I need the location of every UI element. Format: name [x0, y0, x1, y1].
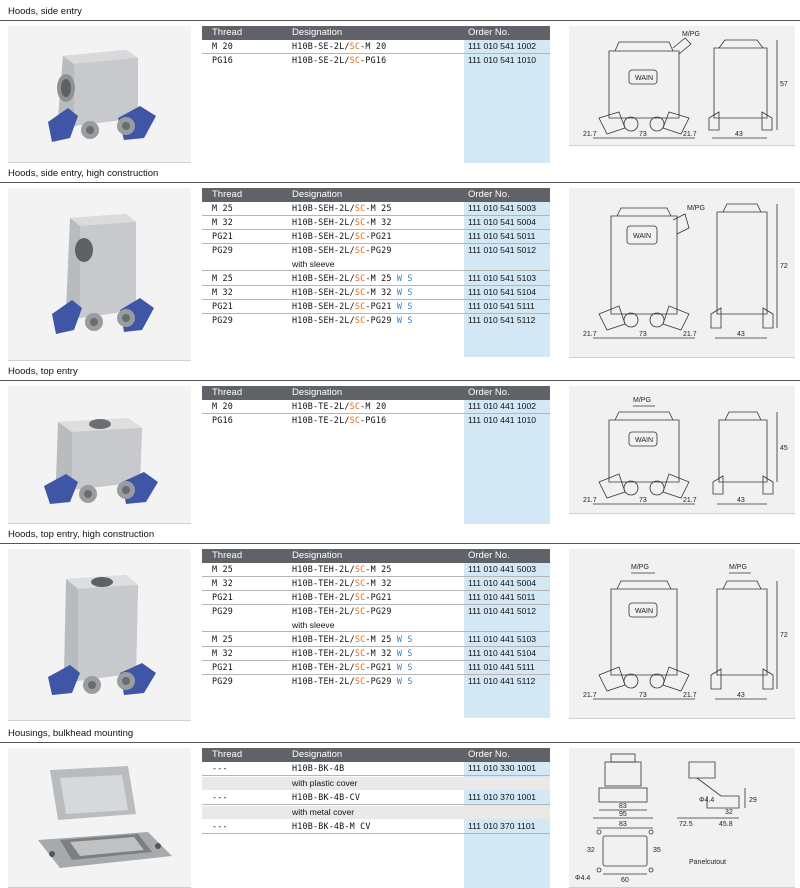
order-cell: 111 010 541 5103: [468, 273, 537, 283]
table-row: [202, 762, 550, 776]
dim-entry: M/PG: [682, 31, 700, 38]
thread-cell: ---: [212, 792, 228, 802]
dim-cut-phi: Φ4.4: [575, 875, 591, 882]
technical-drawing-side-entry-high: [569, 188, 795, 358]
technical-drawing-bulkhead: [569, 748, 795, 888]
thread-cell: M 32: [212, 578, 233, 588]
dim-width: 73: [639, 331, 647, 338]
dim-83: 83: [619, 803, 627, 810]
header-thread: Thread: [212, 27, 243, 38]
thread-cell: ---: [212, 821, 228, 831]
thread-cell: M 25: [212, 273, 233, 283]
product-photo-bulkhead: [8, 748, 191, 888]
metal-cover-note: [202, 806, 550, 819]
designation-cell: H10B-SE-2L/SC-PG16: [292, 55, 387, 65]
sleeve-note: [202, 619, 550, 632]
metal-cover-note-text: with metal cover: [292, 807, 355, 817]
section-title: Hoods, top entry, high construction: [8, 529, 155, 540]
thread-cell: M 32: [212, 287, 233, 297]
designation-cell: H10B-TEH-2L/SC-M 25: [292, 564, 392, 574]
order-cell: 111 010 370 1001: [468, 792, 537, 802]
brand-label: WAIN: [635, 75, 654, 82]
header-thread: Thread: [212, 189, 243, 200]
dim-entry-side: M/PG: [729, 564, 747, 571]
dim-cut-83: 83: [619, 821, 627, 828]
brand-label: WAIN: [633, 233, 652, 240]
dim-right: 21.7: [683, 692, 697, 699]
dim-depth: 43: [737, 331, 745, 338]
order-cell: 111 010 541 5104: [468, 287, 537, 297]
table-header: [202, 188, 550, 202]
dim-entry: M/PG: [633, 397, 651, 404]
header-order: Order No.: [468, 550, 510, 561]
technical-drawing-side-entry: [569, 26, 795, 146]
order-cell: 111 010 541 5003: [468, 203, 537, 213]
order-cell: 111 010 541 1002: [468, 41, 537, 51]
designation-cell: H10B-SEH-2L/SC-M 32: [292, 217, 392, 227]
designation-cell: H10B-SEH-2L/SC-M 25: [292, 203, 392, 213]
header-thread: Thread: [212, 550, 243, 561]
order-cell: 111 010 541 5112: [468, 315, 536, 325]
section-divider: [0, 20, 800, 21]
table-header: [202, 748, 550, 762]
designation-cell: H10B-TEH-2L/SC-PG21 W S: [292, 662, 413, 672]
table-row: [202, 202, 550, 216]
header-designation: Designation: [292, 27, 343, 38]
dim-width: 73: [639, 692, 647, 699]
designation-cell: H10B-SEH-2L/SC-PG21 W S: [292, 301, 413, 311]
dim-left: 21.7: [583, 497, 597, 504]
designation-cell: H10B-TEH-2L/SC-PG29: [292, 606, 392, 616]
order-cell: 111 010 441 5112: [468, 676, 536, 686]
dim-height: 72: [780, 632, 788, 639]
dim-height: 72: [780, 263, 788, 270]
table-row: [202, 647, 550, 661]
order-cell: 111 010 441 5011: [468, 592, 536, 602]
thread-cell: PG21: [212, 231, 233, 241]
order-cell: 111 010 441 5103: [468, 634, 537, 644]
product-photo-top-entry-high: [8, 549, 191, 721]
header-designation: Designation: [292, 749, 343, 760]
dim-95: 95: [619, 811, 627, 818]
table-row: [202, 216, 550, 230]
dim-32: 32: [725, 809, 733, 816]
order-cell: 111 010 441 1002: [468, 401, 537, 411]
header-designation: Designation: [292, 550, 343, 561]
table-header: [202, 549, 550, 563]
table-row: [202, 577, 550, 591]
designation-cell: H10B-SEH-2L/SC-M 32 W S: [292, 287, 413, 297]
order-cell: 111 010 441 5111: [468, 662, 535, 672]
dim-height: 45: [780, 445, 788, 452]
order-cell: 111 010 441 1010: [468, 415, 537, 425]
header-designation: Designation: [292, 189, 343, 200]
table-row: [202, 244, 550, 258]
dim-width: 73: [639, 131, 647, 138]
section-divider: [0, 543, 800, 544]
order-cell: 111 010 541 1010: [468, 55, 537, 65]
dim-entry: M/PG: [631, 564, 649, 571]
thread-cell: PG29: [212, 676, 233, 686]
header-order: Order No.: [468, 27, 510, 38]
table-row: [202, 605, 550, 619]
header-order: Order No.: [468, 189, 510, 200]
dim-72-5: 72.5: [679, 821, 693, 828]
brand-label: WAIN: [635, 608, 654, 615]
designation-cell: H10B-BK-4B: [292, 763, 345, 773]
table-row: [202, 414, 550, 428]
dim-cut-32: 32: [587, 847, 595, 854]
dim-45-8: 45.8: [719, 821, 733, 828]
section-title: Housings, bulkhead mounting: [8, 728, 134, 739]
dim-left: 21.7: [583, 692, 597, 699]
thread-cell: M 25: [212, 634, 233, 644]
designation-cell: H10B-TEH-2L/SC-M 32: [292, 578, 392, 588]
section-title: Hoods, side entry: [8, 6, 82, 17]
order-cell: 111 010 441 5104: [468, 648, 537, 658]
table-row: [202, 400, 550, 414]
header-designation: Designation: [292, 387, 343, 398]
thread-cell: M 25: [212, 203, 233, 213]
table-row: [202, 791, 550, 805]
technical-drawing-top-entry: [569, 386, 795, 514]
order-cell: 111 010 330 1001: [468, 763, 537, 773]
designation-cell: H10B-TEH-2L/SC-M 32 W S: [292, 648, 413, 658]
table-row: [202, 314, 550, 328]
order-cell: 111 010 541 5011: [468, 231, 536, 241]
order-cell: 111 010 370 1101: [468, 821, 536, 831]
order-cell: 111 010 441 5003: [468, 564, 537, 574]
sleeve-note: [202, 258, 550, 271]
designation-cell: H10B-SEH-2L/SC-PG29 W S: [292, 315, 413, 325]
header-thread: Thread: [212, 387, 243, 398]
table-row: [202, 661, 550, 675]
thread-cell: PG29: [212, 606, 233, 616]
order-cell: 111 010 541 5012: [468, 245, 537, 255]
dim-29: 29: [749, 797, 757, 804]
thread-cell: M 20: [212, 41, 233, 51]
thread-cell: M 32: [212, 217, 233, 227]
table-row: [202, 300, 550, 314]
technical-drawing-top-entry-high: [569, 549, 795, 719]
brand-label: WAIN: [635, 437, 654, 444]
table-header: [202, 26, 550, 40]
table-row: [202, 820, 550, 834]
dim-left: 21.7: [583, 331, 597, 338]
thread-cell: ---: [212, 763, 228, 773]
table-row: [202, 54, 550, 68]
header-order: Order No.: [468, 387, 510, 398]
header-order: Order No.: [468, 749, 510, 760]
table-header: [202, 386, 550, 400]
designation-cell: H10B-BK-4B-CV: [292, 792, 361, 802]
dim-height: 57: [780, 81, 788, 88]
order-cell: 111 010 441 5004: [468, 578, 537, 588]
thread-cell: PG16: [212, 55, 233, 65]
dim-entry: M/PG: [687, 205, 705, 212]
dim-depth: 43: [735, 131, 743, 138]
section-divider: [0, 742, 800, 743]
dim-depth: 43: [737, 692, 745, 699]
thread-cell: PG29: [212, 315, 233, 325]
thread-cell: M 20: [212, 401, 233, 411]
designation-cell: H10B-TEH-2L/SC-PG21: [292, 592, 392, 602]
thread-cell: M 25: [212, 564, 233, 574]
table-row: [202, 591, 550, 605]
section-title: Hoods, top entry: [8, 366, 78, 377]
order-cell: 111 010 541 5111: [468, 301, 535, 311]
section-divider: [0, 182, 800, 183]
header-thread: Thread: [212, 749, 243, 760]
panel-cutout-label: Panelcutout: [689, 859, 726, 866]
sleeve-note-text: with sleeve: [292, 259, 335, 269]
designation-cell: H10B-SE-2L/SC-M 20: [292, 41, 387, 51]
table-row: [202, 286, 550, 300]
designation-cell: H10B-SEH-2L/SC-M 25 W S: [292, 273, 413, 283]
designation-cell: H10B-SEH-2L/SC-PG29: [292, 245, 392, 255]
order-cell: 111 010 541 5004: [468, 217, 537, 227]
table-row: [202, 230, 550, 244]
designation-cell: H10B-TE-2L/SC-M 20: [292, 401, 387, 411]
dim-left: 21.7: [583, 131, 597, 138]
product-photo-side-entry-high: [8, 188, 191, 361]
product-photo-side-entry: [8, 26, 191, 163]
thread-cell: PG21: [212, 301, 233, 311]
plastic-cover-note: [202, 777, 550, 790]
dim-depth: 43: [737, 497, 745, 504]
designation-cell: H10B-TEH-2L/SC-M 25 W S: [292, 634, 413, 644]
table-row: [202, 633, 550, 647]
table-row: [202, 40, 550, 54]
thread-cell: PG29: [212, 245, 233, 255]
plastic-cover-note-text: with plastic cover: [292, 778, 358, 788]
dim-right: 21.7: [683, 497, 697, 504]
table-row: [202, 272, 550, 286]
order-cell: 111 010 441 5012: [468, 606, 537, 616]
table-row: [202, 563, 550, 577]
thread-cell: PG21: [212, 662, 233, 672]
sleeve-note-text: with sleeve: [292, 620, 335, 630]
designation-cell: H10B-TE-2L/SC-PG16: [292, 415, 387, 425]
thread-cell: M 32: [212, 648, 233, 658]
dim-right: 21.7: [683, 331, 697, 338]
section-divider: [0, 380, 800, 381]
product-photo-top-entry: [8, 386, 191, 524]
designation-cell: H10B-TEH-2L/SC-PG29 W S: [292, 676, 413, 686]
designation-cell: H10B-SEH-2L/SC-PG21: [292, 231, 392, 241]
dim-cut-35: 35: [653, 847, 661, 854]
thread-cell: PG16: [212, 415, 233, 425]
dim-cut-60: 60: [621, 877, 629, 884]
thread-cell: PG21: [212, 592, 233, 602]
dim-phi: Φ4.4: [699, 797, 715, 804]
dim-right: 21.7: [683, 131, 697, 138]
table-row: [202, 675, 550, 689]
designation-cell: H10B-BK-4B-M CV: [292, 821, 371, 831]
section-title: Hoods, side entry, high construction: [8, 168, 159, 179]
dim-width: 73: [639, 497, 647, 504]
